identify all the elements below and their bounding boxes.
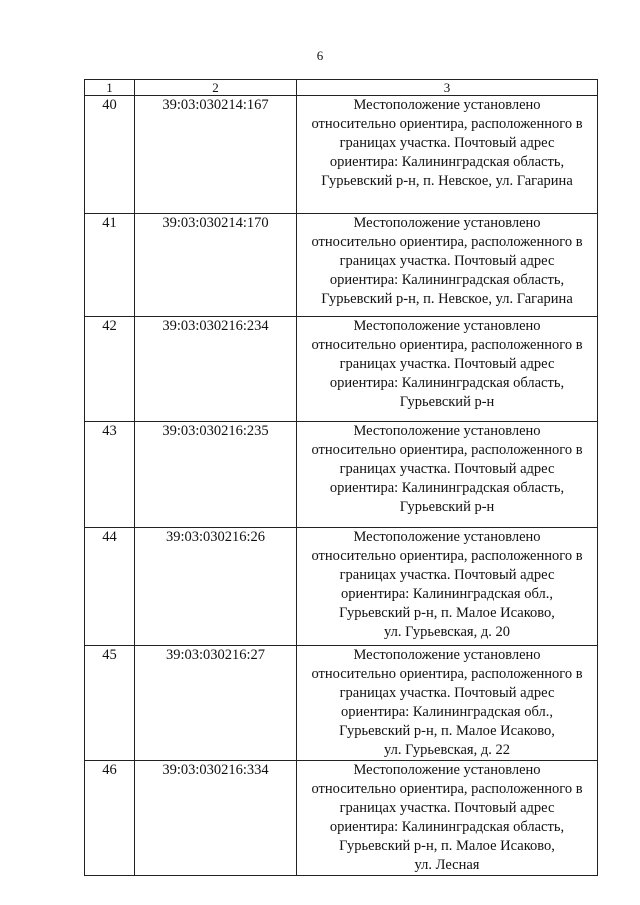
description-line: границах участка. Почтовый адрес (339, 253, 555, 269)
description-line: Гурьевский р-н, п. Невское, ул. Гагарина (321, 173, 573, 189)
row-number: 40 (85, 96, 135, 214)
description-line: границах участка. Почтовый адрес (339, 356, 555, 372)
table-header-row (85, 80, 598, 96)
description-line: Гурьевский р-н (399, 394, 495, 410)
description-line: Гурьевский р-н, п. Невское, ул. Гагарина (321, 291, 573, 307)
description-line: относительно ориентира, расположенного в (311, 442, 583, 458)
description-line: границах участка. Почтовый адрес (339, 135, 555, 151)
description-line: ул. Гурьевская, д. 20 (384, 624, 510, 640)
cadastral-number: 39:03:030216:235 (135, 422, 297, 528)
table-body (85, 96, 598, 876)
table-row (85, 761, 598, 876)
description-line: ориентира: Калининградская область, (329, 819, 565, 835)
description-line: Местоположение установлено (353, 97, 541, 113)
column-header-2: 2 (135, 80, 297, 96)
description-line: ориентира: Калининградская обл., (341, 586, 553, 602)
description-line: Местоположение установлено (353, 215, 541, 231)
description-line: Местоположение установлено (353, 647, 541, 663)
row-number: 44 (85, 528, 135, 646)
location-description (297, 528, 598, 646)
cadastral-number: 39:03:030216:26 (135, 528, 297, 646)
cadastral-number: 39:03:030214:170 (135, 214, 297, 317)
description-line: Местоположение установлено (353, 318, 541, 334)
description-line: границах участка. Почтовый адрес (339, 567, 555, 583)
description-line: ул. Гурьевская, д. 22 (384, 742, 510, 758)
description-line: ориентира: Калининградская область, (329, 272, 565, 288)
description-line: Местоположение установлено (353, 762, 541, 778)
location-description (297, 422, 598, 528)
row-number: 41 (85, 214, 135, 317)
location-description (297, 646, 598, 761)
description-line: относительно ориентира, расположенного в (311, 116, 583, 132)
description-line: ориентира: Калининградская область, (329, 375, 565, 391)
row-number: 46 (85, 761, 135, 876)
cadastral-number: 39:03:030216:234 (135, 317, 297, 422)
location-description (297, 96, 598, 214)
description-line: границах участка. Почтовый адрес (339, 461, 555, 477)
description-line: ориентира: Калининградская обл., (341, 704, 553, 720)
description-line: границах участка. Почтовый адрес (339, 800, 555, 816)
description-line: Местоположение установлено (353, 529, 541, 545)
description-line: относительно ориентира, расположенного в (311, 548, 583, 564)
row-number: 42 (85, 317, 135, 422)
row-number: 45 (85, 646, 135, 761)
location-description (297, 761, 598, 876)
description-line: относительно ориентира, расположенного в (311, 234, 583, 250)
description-line: Гурьевский р-н, п. Малое Исаково, (339, 605, 555, 621)
table-row (85, 317, 598, 422)
description-line: ул. Лесная (414, 857, 480, 873)
description-line: относительно ориентира, расположенного в (311, 666, 583, 682)
description-line: относительно ориентира, расположенного в (311, 781, 583, 797)
table-row (85, 422, 598, 528)
description-line: Гурьевский р-н (399, 499, 495, 515)
land-plots-table (84, 79, 598, 876)
description-line: границах участка. Почтовый адрес (339, 685, 555, 701)
table-row (85, 528, 598, 646)
column-header-1: 1 (85, 80, 135, 96)
description-line: Гурьевский р-н, п. Малое Исаково, (339, 838, 555, 854)
location-description (297, 214, 598, 317)
column-header-3: 3 (297, 80, 598, 96)
cadastral-number: 39:03:030216:27 (135, 646, 297, 761)
table-row (85, 214, 598, 317)
cadastral-number: 39:03:030216:334 (135, 761, 297, 876)
location-description (297, 317, 598, 422)
description-line: ориентира: Калининградская область, (329, 480, 565, 496)
table-row (85, 646, 598, 761)
page-number: 6 (316, 48, 324, 63)
cadastral-number: 39:03:030214:167 (135, 96, 297, 214)
table-row (85, 96, 598, 214)
description-line: ориентира: Калининградская область, (329, 154, 565, 170)
description-line: Местоположение установлено (353, 423, 541, 439)
description-line: относительно ориентира, расположенного в (311, 337, 583, 353)
description-line: Гурьевский р-н, п. Малое Исаково, (339, 723, 555, 739)
row-number: 43 (85, 422, 135, 528)
